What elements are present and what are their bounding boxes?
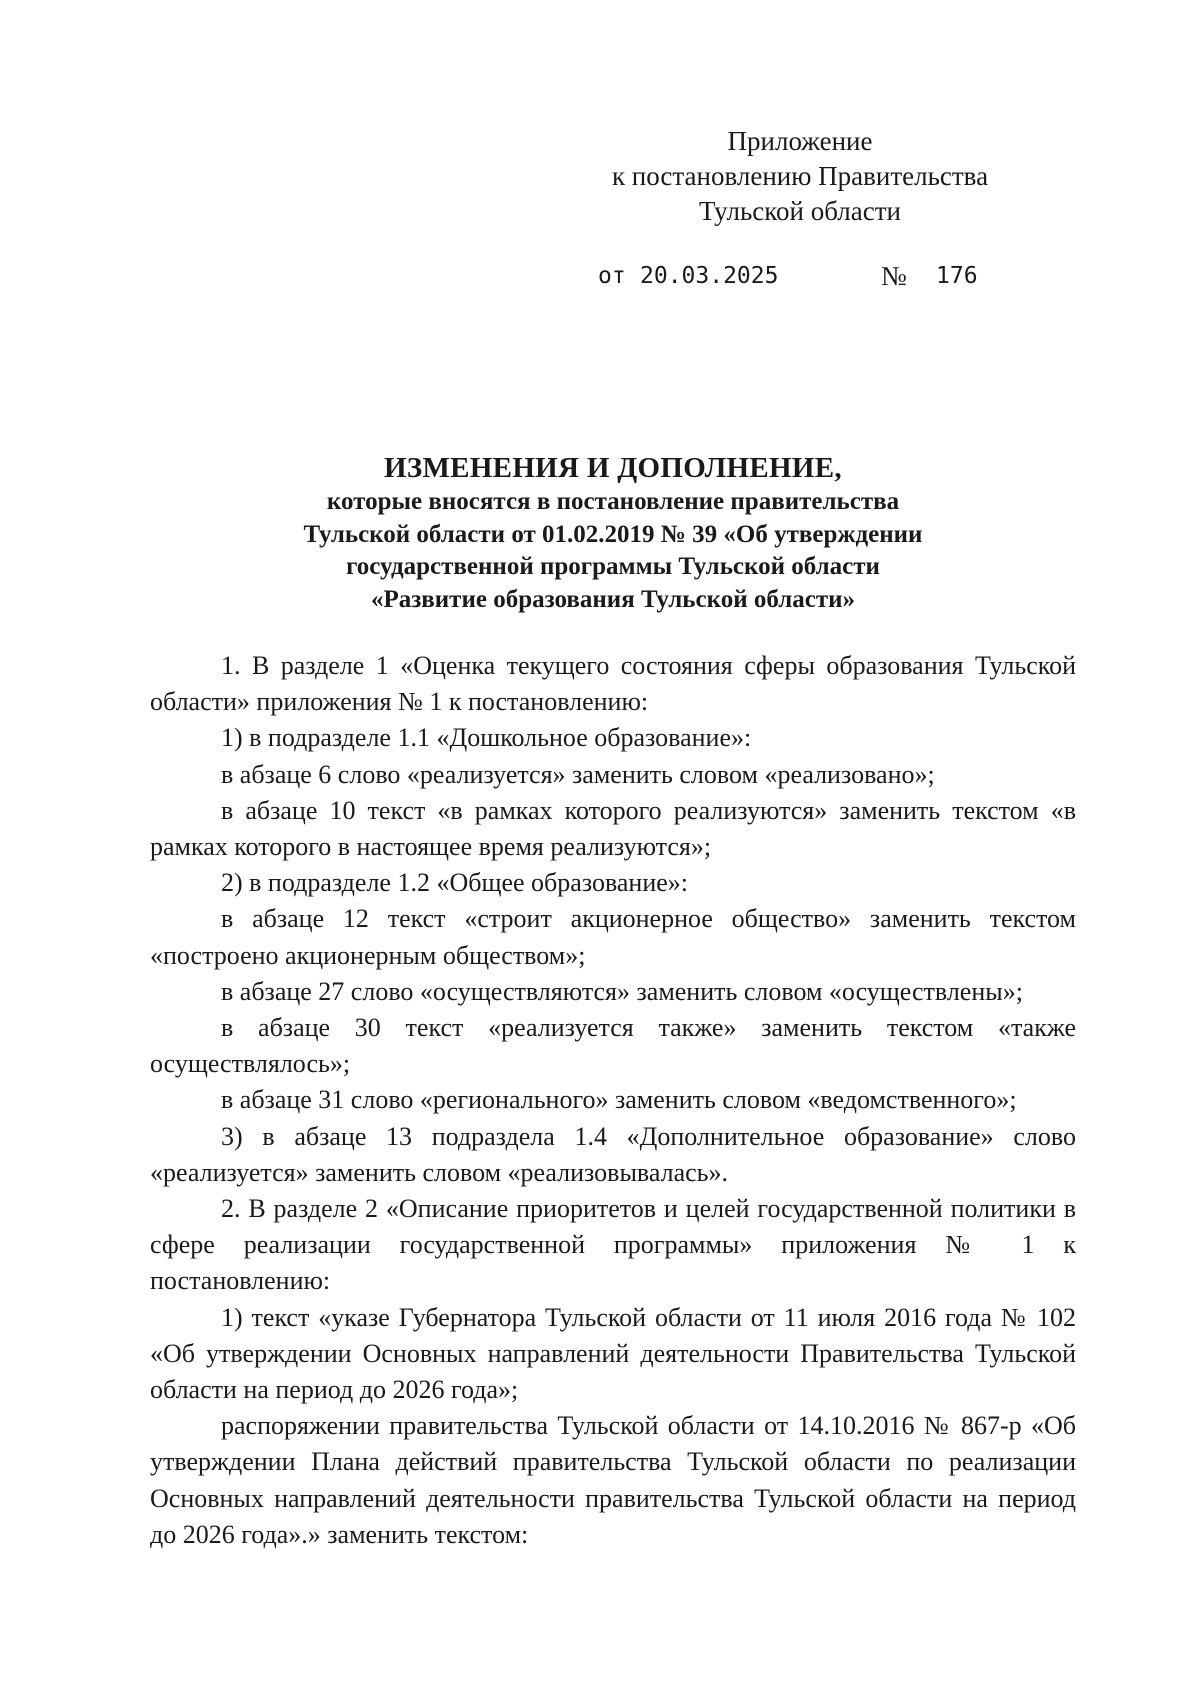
document-body	[150, 648, 1076, 1553]
paragraph: в абзаце 10 текст «в рамках которого реализуются» заменить текстом «в рамках которого в настоящее время реализуются»;	[150, 795, 1076, 862]
title-line: Тульской области от 01.02.2019 № 39 «Об утверждении	[303, 520, 923, 548]
title-line: «Развитие образования Тульской области»	[370, 585, 856, 613]
title-main: ИЗМЕНЕНИЯ И ДОПОЛНЕНИЕ,	[384, 452, 842, 484]
paragraph: в абзаце 6 слово «реализуется» заменить словом «реализовано»;	[221, 759, 935, 789]
annex-line: к постановлению Правительства	[611, 161, 989, 191]
document-number: 176	[936, 263, 978, 289]
paragraph: в абзаце 12 текст «строит акционерное общество» заменить текстом «построено акционерным обществом»;	[150, 904, 1076, 970]
annex-header	[600, 124, 1000, 229]
document-title	[150, 450, 1076, 616]
paragraph: 2. В разделе 2 «Описание приоритетов и целей государственной политики в сфере реализации государственной программы» приложения № 1 к постановлению:	[150, 1194, 1076, 1296]
annex-line: Приложение	[727, 126, 873, 156]
paragraph: 1) в подразделе 1.1 «Дошкольное образование»:	[221, 723, 752, 753]
paragraph: в абзаце 31 слово «регионального» заменить словом «ведомственного»;	[221, 1085, 1017, 1115]
title-line: государственной программы Тульской области	[346, 553, 880, 580]
paragraph: распоряжении правительства Тульской области от 14.10.2016 № 867-р «Об утверждении Плана действий правительства Тульской области по реализации Основных направлений деятельности правительства Тульской области на период до 2026 года».» заменить текстом:	[150, 1411, 1076, 1549]
annex-line: Тульской области	[699, 196, 901, 226]
title-line: которые вносятся в постановление правительства	[326, 488, 900, 515]
number-sign: №	[881, 261, 907, 291]
paragraph: 3) в абзаце 13 подраздела 1.4 «Дополнительное образование» слово «реализуется» заменить словом «реализовывалась».	[150, 1121, 1076, 1187]
paragraph: в абзаце 27 слово «осуществляются» заменить словом «осуществлены»;	[221, 976, 1023, 1006]
paragraph: 2) в подразделе 1.2 «Общее образование»:	[221, 868, 689, 898]
date-number-line	[598, 258, 998, 294]
paragraph: в абзаце 30 текст «реализуется также» заменить текстом «также осуществлялось»;	[150, 1013, 1076, 1079]
document-date: 20.03.2025	[640, 263, 779, 289]
paragraph: 1) текст «указе Губернатора Тульской области от 11 июля 2016 года № 102 «Об утверждении Основных направлений деятельности Правительства Тульской области на период до 2026 года»;	[150, 1302, 1076, 1405]
paragraph: 1. В разделе 1 «Оценка текущего состояния сферы образования Тульской области» приложения № 1 к постановлению:	[150, 651, 1076, 717]
date-prefix: от	[598, 263, 626, 289]
